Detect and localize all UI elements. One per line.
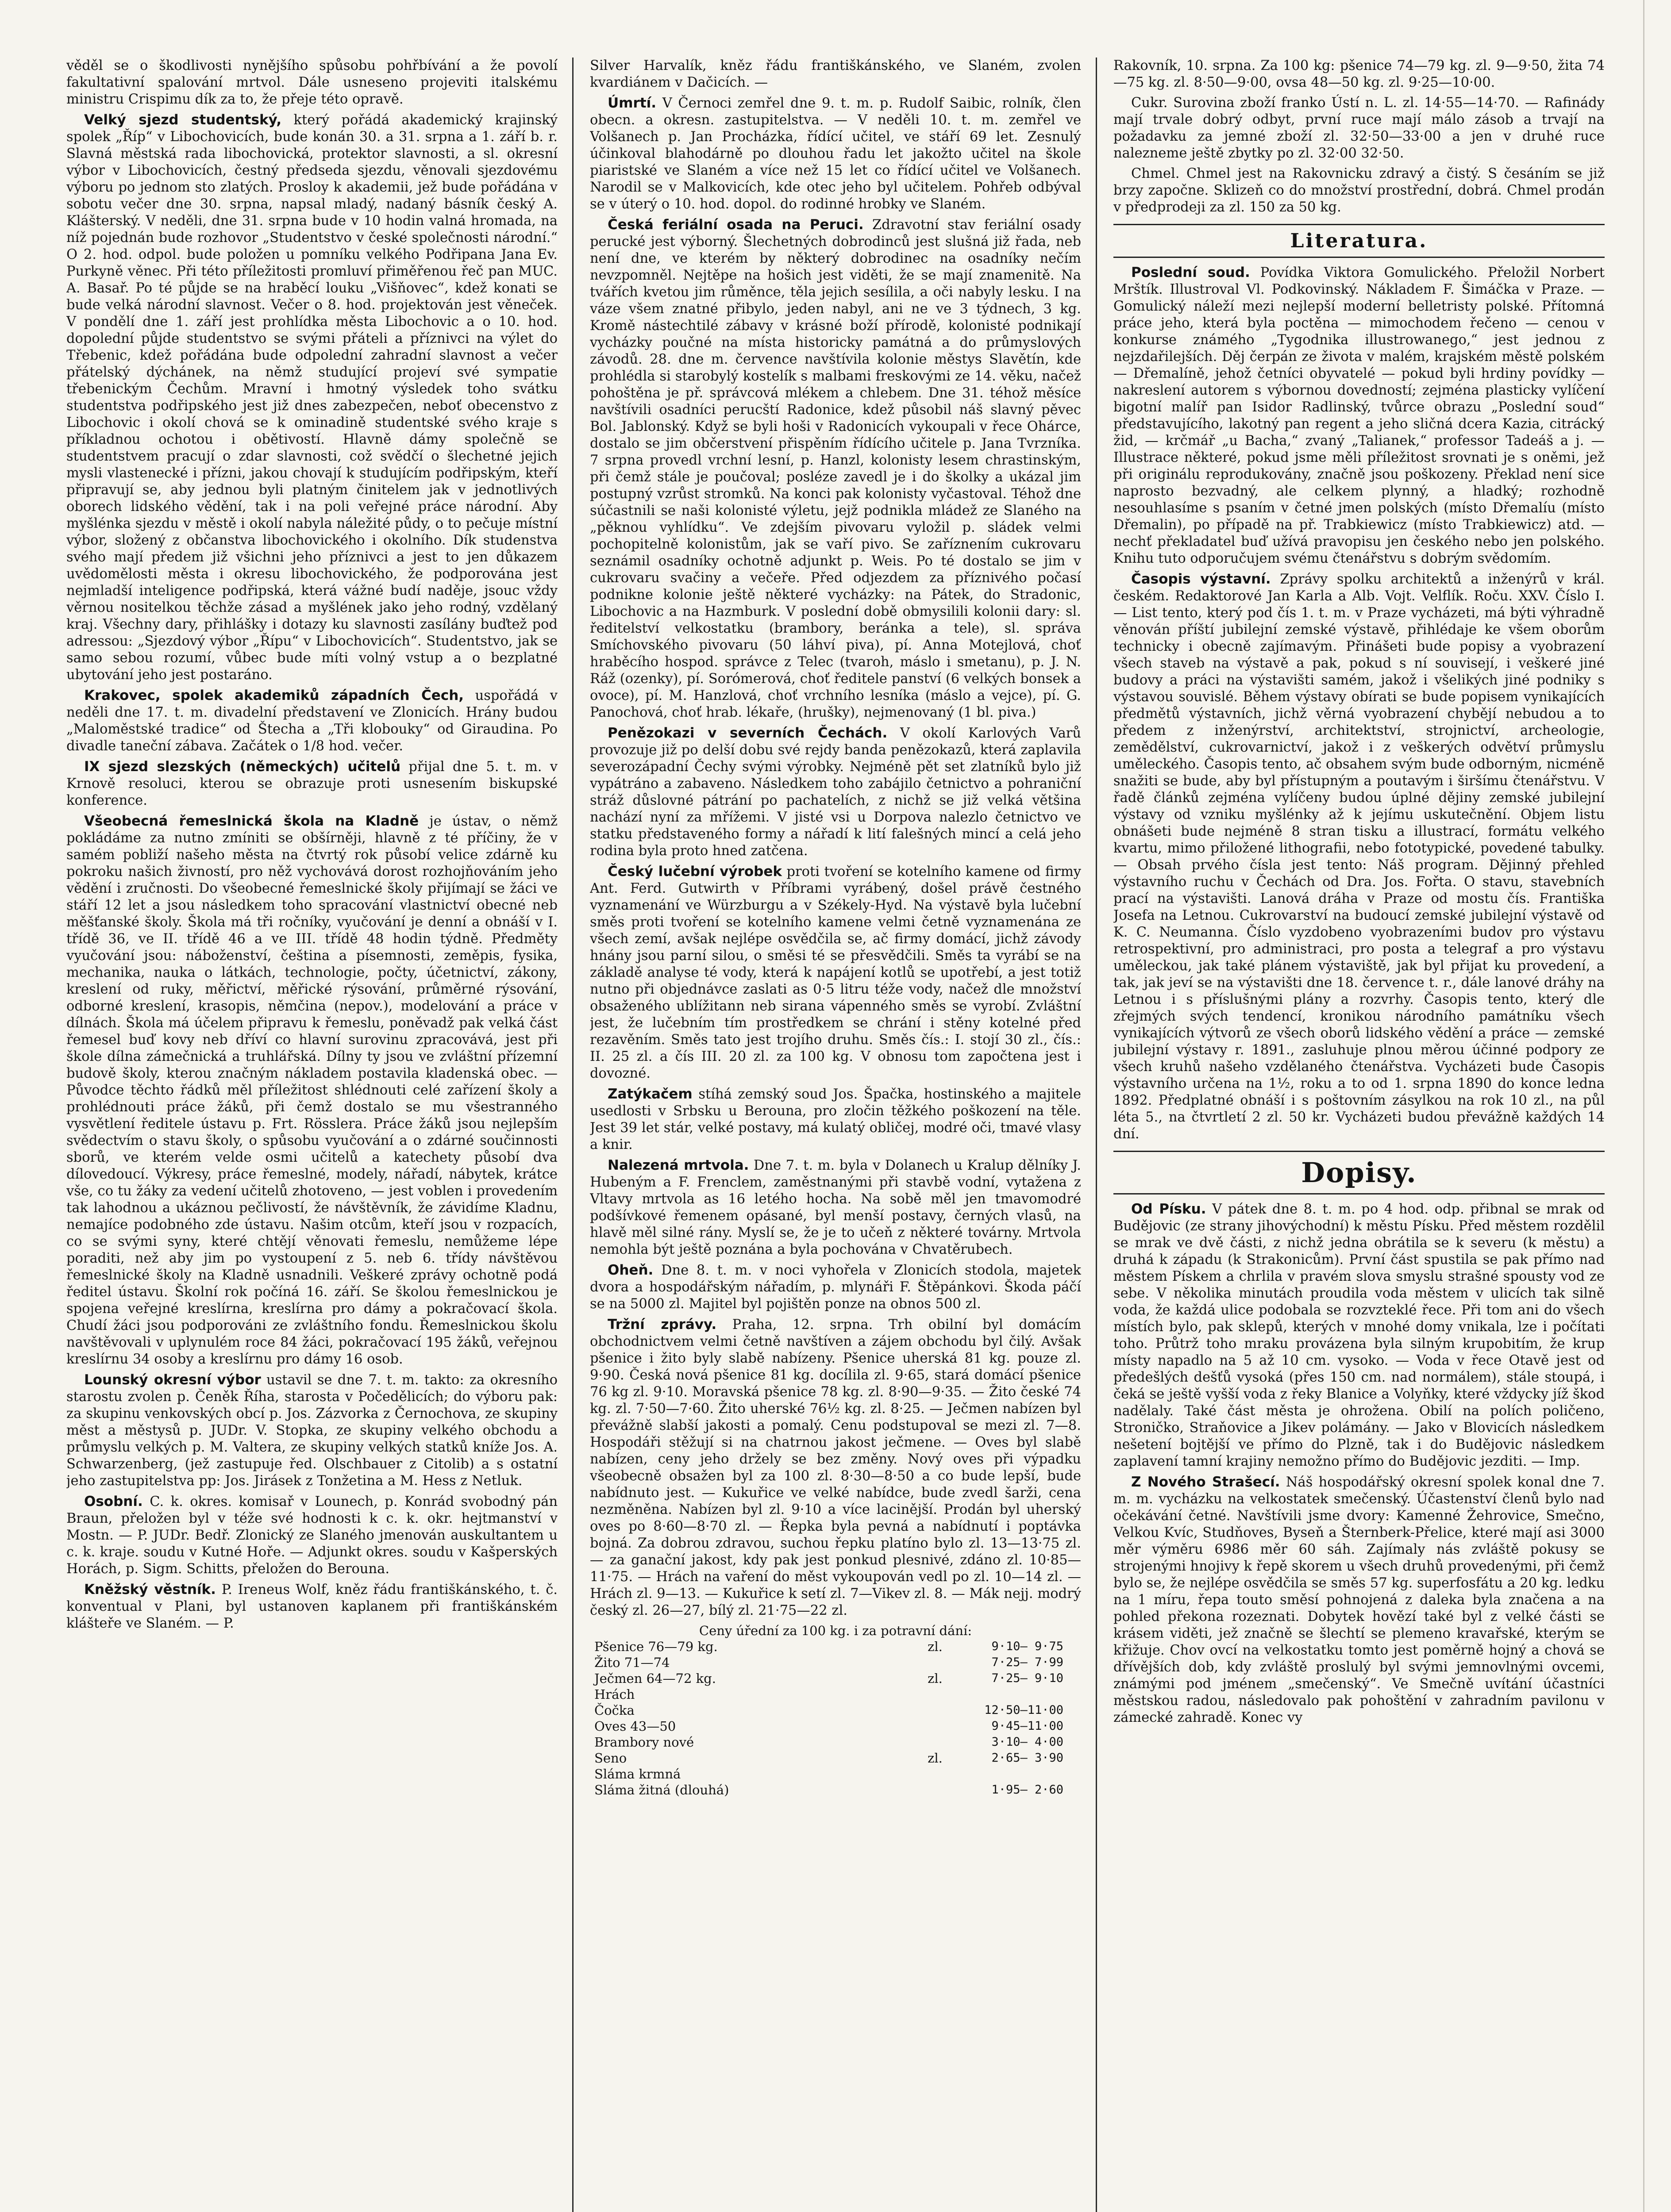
- price-unit: [922, 1782, 948, 1798]
- price-row: [590, 1766, 1081, 1782]
- column-rule: [572, 58, 574, 2212]
- article-text: V pátek dne 8. t. m. po 4 hod. odp. přibnal se mrak od Budějovic (ze strany jihovýchodní) k městu Písku. Před městem rozdělil se mrak ve dvě části, z nichž jedna obrátila se k severu (k městu) a druhá k západu (k Strakonicům). První část spustila se pak přímo nad městem Pískem a chrlila v pravém slova smyslu strašné spousty vod ze sebe. V několika minutách proudila voda městem v ulicích tak silně voda, že každá ulice podobala se rozvzteklé řece. Při tom ani do všech místích bylo, pak sklepů, kterých v mnohé domy vnikala, lze i počítati toho. Průtrž toho mraku provázena byla silným krupobitím, že krup místy napadlo na 5 až 10 cm. vysoko. — Voda v řece Otavě jest od předešlých dešťů vysoká (přes 150 cm. nad normálem), stále stoupá, i čeká se ještě vyšší voda z řeky Blanice a Volyňky, které vždycky jíž škod nadělaly. Také část města je ohrožena. Obilí na polích poličeno, Stroničko, Straňovice a Jikev polámány. — Jako v Blovicích následkem nešetení bojtější ve přímo do Plzně, tak i do Budějovic následkem zaplavení tamní krajiny nemožno přímo do Budějovic jezditi. — Imp.: [1113, 1202, 1605, 1469]
- price-value: 12·50—11·00: [984, 1703, 1063, 1717]
- article: [66, 687, 558, 755]
- article-text: Náš hospodářský okresní spolek konal dne 7. m. m. vycházku na velkostatek smečenský. Účastenství členů bylo nad očekávání četné. Navštívili jsme dvory: Kamenné Žehrovice, Smečno, Velkou Kvíc, Studňoves, Byseň a Šternberk-Přelice, které mají asi 3000 měr výměru 6986 měr 60 sáh. Zajímaly nás zvláště pokusy se strojenými hnojivy k řepě skorem u všech druhů provedenými, při čemž bylo se, že nejlépe osvědčila se směs 57 kg. superfosfátu a 20 kg. ledku na 1 míru, řepa touto směsí pohnojená z daleka byla značena a na pohled překona rozeznati. Dobytek hovězí také byl z velké části se krásem viděti, jež značně se šlechtí se plemeno kravařské, kterým se křižuje. Chov ovcí na velkostatku tomto jest poměrně hojný a chová se dřívějších dob, kdy zvláště proslulý byl svými jemnovlnými ovcemi, známými pod jménem „smečenský“. Ve Smečně uvítání účastníci městskou radou, následovalo pak pohoštění v zahradním pavilonu v zámecké zahradě. Konec vy: [1113, 1475, 1605, 1725]
- section-title-literatura: Literatura.: [1113, 224, 1605, 258]
- article-heading: Velký sjezd studentský,: [84, 112, 282, 128]
- price-commodity: Hrách: [594, 1687, 635, 1702]
- column-rule: [1096, 58, 1097, 2212]
- price-value: 9·45—11·00: [991, 1719, 1063, 1733]
- article: [590, 1157, 1081, 1258]
- price-row: [590, 1734, 1081, 1750]
- price-unit: zl.: [928, 1671, 943, 1686]
- article-text: proti tvoření se kotelního kamene od firmy Ant. Ferd. Gutwirth v Příbrami vyrábený, došel právě čestného vyznamenání ve Würzburgu a v Székely-Hyd. Na výstavě byla lučební směs proti tvoření se kotelního kamene velmi četně vyznamenána ze všech zemí, avšak nejlépe osvědčila se, ač firmy domácí, jichž závody hnány jsou parní silou, o směsi té se přesvědčili. Směs ta vyrábí se na základě analyse té vody, která k napájení kotlů se upotřebí, a jest totiž nutno při objednávce zaslati as 0·5 litru téže vody, načež dle množství obsaženého ublížitann neb sirana vápenného směs se vyrobí. Zvláštní jest, že lučebním tím prostředkem se chrání i stěny kotelné před rezavěním. Směs tato jest trojího druhu. Směs čís.: I. stojí 30 zl., čís.: II. 25 zl. a čís III. 20 zl. za 100 kg. V obnosu tom započtena jest i dovozné.: [590, 864, 1081, 1081]
- article-text: C. k. okres. komisař v Lounech, p. Konrád svobodný pán Braun, přeložen byl v téže své hodnosti k c. k. okr. hejtmanství v Mostn. — P. JUDr. Bedř. Zlonický ze Slaného jmenován auskultantem u c. k. kraje. soudu v Kutné Hoře. — Adjunkt okres. soudu v Kašperských Horách, p. Sigm. Schitts, přeložen do Berouna.: [66, 1494, 558, 1577]
- article: [1113, 264, 1605, 567]
- price-row: [590, 1702, 1081, 1718]
- article-text: přijal dne 5. t. m. v Krnově resoluci, kterou se obrazuje proti usnesením biskupské konference.: [66, 759, 558, 808]
- price-unit: zl.: [928, 1751, 943, 1766]
- article-heading: Z Nového Strašecí.: [1131, 1474, 1280, 1490]
- price-value: [948, 1686, 1063, 1702]
- price-unit: [922, 1686, 948, 1702]
- article-text: Chmel. Chmel jest na Rakovnicku zdravý a čistý. S česáním se již brzy započne. Sklizeň co do množství prostřední, dobrá. Chmel prodán v předprodeji za zl. 150 za 50 kg.: [1113, 166, 1605, 215]
- article-text: Rakovník, 10. srpna. Za 100 kg: pšenice 74—79 kg. zl. 9—9·50, žita 74—75 kg. zl. 8·50—9·00, ovsa 48—50 kg. zl. 9·25—10·00.: [1113, 58, 1605, 90]
- article: [590, 1262, 1081, 1313]
- article-text: Povídka Viktora Gomulického. Přeložil Norbert Mrštík. Illustroval Vl. Podkovinský. Nákladem F. Šimáčka v Praze. — Gomulický náleží mezi nejlepší moderní belletristy polské. Přítomná práce jeho, která byla poctěna — mimochodem řečeno — cenou v konkurse známého „Tygodnika illustrowanego,“ jest jednou z nejzdařilejších. Děj čerpán ze života v malém, krajském městě polském — Dřemalíně, jehož četníci obyvatelé — pokud byli hrdiny povídky — nakreslení autorem s výbornou dovedností; zejména plasticky vylíčení bigotní malíř pan Isidor Radlinský, tvůrce obrazu „Poslední soud“ představujícího, lakotný pan regent a jeho sličná dcera Kazia, citrácký žid, — krčmář „u Bacha,“ zvaný „Talianek,“ professor Tadeáš a j. — Illustrace některé, pokud jsme měli příležitost srovnati je s oněmi, jež při originálu reprodukovány, značně jsou poškozeny. Překlad není sice naprosto bezvadný, ale celkem plynný, a hladký; rozhodně nesouhlasíme s psaním v četné jmen polských (místo Dřemalíu (místo Dřemalin), po případě na př. Trabkiewicz (místo Trabkiewicz) atd. — nechť překladatel buď užívá pravopisu jen českého nebo jen polského. Knihu tuto odporučujem svému čtenářstvu s dobrým svědomím.: [1113, 265, 1605, 566]
- article: [66, 758, 558, 809]
- article-heading: Oheň.: [608, 1262, 654, 1278]
- article-text: Silver Harvalík, kněz řádu františkánského, ve Slaném, zvolen kvardiánem v Dačicích. —: [590, 58, 1081, 90]
- price-table-header: Ceny úřední za 100 kg. i za potravní dání:: [699, 1623, 972, 1638]
- price-commodity: Ječmen 64—72 kg.: [594, 1671, 716, 1686]
- article-heading: Od Písku.: [1131, 1201, 1206, 1217]
- column-2: [590, 58, 1081, 2212]
- article: [1113, 1201, 1605, 1470]
- price-table: [590, 1623, 1081, 1798]
- article-text: Zprávy spolku architektů a inženýrů v král. českém. Redaktorové Jan Karla a Alb. Vojt. Velflík. Roču. XXV. Číslo I. — List tento, který pod čís 1. t. m. v Praze vycházeti, má býti výhradně věnován příští jubilejní zemské výstavě, přihlédaje ke všem oborům technicky i obecně zajímavým. Přinášeti bude popisy a vyobrazení všech staveb na výstavě a pak, pokud s ní souvisejí, i veškeré jiné budovy a práci na výstavišti samém, jakož i všelikých jiné podniky s výstavou souvislé. Během výstavy obírati se bude popisem vynikajících předmětů výstavních, jichž věrná vyobrazení chybějí nebudou a to předem z inženýrství, architektství, strojnictví, archeologie, zemědělství, cukrovarnictví, jakož i z veškerých odvětví průmyslu uměleckého. Časopis tento, ač obsahem svým bude odborným, nicméně snažiti se bude, aby byl přístupným a poutavým i širšímu čtenářstvu. V řadě článků zejména vylíčeny budou úplné dějiny zemské jubilejní výstavy od vzniku myšlénky až k jejímu uskutečnění. Objem listu obnášeti bude nejméně 8 stran tisku a illustrací, formátu velkého kvartu, mimo přiložené lithografii, nebo fototypické, povedené tabulky. — Obsah prvého čísla jest tento: Náš program. Dějinný přehled výstavního ruchu v Čechách od Dra. Jos. Fořta. O stavu, stavebních prací na výstavišti. Lanová dráha v Praze od mostu čís. Františka Josefa na Letnou. Cukrovarství na budoucí zemské jubilejní výstavě od K. C. Neumanna. Číslo vyzdobeno vyobrazeními budov pro výstavu retrospektivní, pro administraci, pro posta a telegraf a pro výstavu uměleckou, jak také plánem výstaviště, jak byl přijat ku provedení, a tak, jak jeví se na výstavišti dne 18. července t. r., dále lanové dráhy na Letnou i s příslušnými plány a rozvrhy. Časopis tento, který dle zřejmých svých tendencí, kronikou národního památníku všech vynikajících výtvorů ze všech oborů lidského vědění a práce — zemské jubilejní výstavy r. 1891., zasluhuje plnou měrou účinné podpory ze všech kruhů našeho vzdělaného čtenářstva. Vycházeti bude Časopis výstavního určena na 1½, roku a to od 1. srpna 1890 do konce ledna 1892. Předplatné obnáší i s poštovním zásylkou na rok 10 zl., na půl léta 5., na čtvrtletí 2 zl. 50 kr. Vycházeti budou převážně každých 14 dní.: [1113, 572, 1605, 1142]
- price-unit: [922, 1766, 948, 1782]
- price-row: [590, 1782, 1081, 1798]
- article-text: Zdravotní stav feriální osady perucké jest výborný. Šlechetných dobrodinců jest slušná již řada, neb není dne, ve kterém by některý dobrodinec na osadníky nečím nevzpomněl. Nejtěpe na hošich jest viděti, že se mají znamenitě. Na tvářích kvetou jim růměnce, těla jejich sesílila, a oči nabyly lesku. I na váze všem znatné přibylo, jeden nabyl, ani ne ve 3 týdnech, 3 kg. Kromě nástechtilé zábavy v krásné boží přírodě, kolonisté podnikají vycházky poučné na místa historicky památná a do průmyslových závodů. 28. dne m. července navštívila kolonie městys Slavětín, kde prohlédla si starobylý kostelík s malbami freskovými ze 14. věku, načež pohoštěna je př. správcová mlékem a chlebem. Dne 31. téhož měsíce navštívili osadníci perucští Radonice, kdež působil náš slavný pěvec Bol. Jablonský. Když se byli hoši v Radonicích vykoupali v řece Ohárce, dostalo se jim občerstvení přispěním řídícího učitele p. Jana Tvrzníka. 7 srpna provedl vrchní lesní, p. Hanzl, kolonisty lesem chrastinským, při čemž stále je poučoval; posléze zavedl je i do školky a ukázal jim postupný vzrůst stromků. Na konci pak kolonisty vyčastoval. Téhož dne súčastnili se naši kolonisté výletu, jejž podnikla mládež ze Slaného na „pěknou vyhlídku“. Ve zdejším pivovaru vyložil p. sládek velmi pochopitelně kolonistům, jak se vaří pivo. Se zaříznením cukrovaru seznámil osadníky ochotně adjunkt p. Weis. Po té dostalo se jim v cukrovaru svačiny a večeře. Před odjezdem za příznivého počasí podnikne kolonie ještě některé vycházky: na Pátek, do Stradonic, Libochovic a na Hazmburk. V poslední době obmysilili kolonii dary: sl. ředitelství velkostatku (brambory, beránka a tele), sl. správa Smíchovského pivovaru (50 láhví piva), pí. Anna Motejlová, choť hraběcího hospod. správce z Telec (tvaroh, máslo i smetanu), p. J. N. Ráž (ozenky), pí. Sorómerová, choť ředitele panství (6 velkých bonsek a ovoce), pí. M. Hanzlová, choť vrchního lesníka (máslo a vejce), pí. G. Panochová, choť hrab. lékaře, (hrušky), nejmenovaný (1 bl. piva.): [590, 217, 1081, 720]
- price-row: [590, 1671, 1081, 1686]
- price-unit: [922, 1702, 948, 1718]
- article-heading: Česká feriální osada na Peruci.: [608, 217, 864, 233]
- article-text: V okolí Karlových Varů provozuje již po delší dobu své rejdy banda penězokazů, která zaplavila severozápadní Čechy svými výrobky. Nejméně pět set zlatníků bylo již vypátráno a zabaveno. Následkem toho zabájilo četnictvo a pohraniční stráž důslovné pátrání po pachatelích, z nichž se již velká většina nachází nyní za mřížemi. V jisté vsi u Dorpova nalezlo četnictvo ve statku představeného formy a nářadí k lití falešných mincí a celá jeho rodina byla proto hned zatčena.: [590, 726, 1081, 859]
- section-title-dopisy: Dopisy.: [1113, 1151, 1605, 1194]
- price-value: 9·10— 9·75: [991, 1640, 1063, 1653]
- price-unit: [922, 1718, 948, 1734]
- price-row: [590, 1718, 1081, 1734]
- article: [590, 725, 1081, 860]
- article-text: Praha, 12. srpna. Trh obilní byl domácím obchodnictvem velmi četně navštíven a zájem obchodu byl čilý. Avšak pšenice i žito byly slabě nabízeny. Pšenice uherská 81 kg. pouze zl. 9·90. Česká nová pšenice 81 kg. docílila zl. 9·65, stará domácí pšenice 76 kg zl. 9·10. Moravská pšenice 78 kg. zl. 8·90—9·35. — Žito české 74 kg. zl. 7·50—7·60. Žito uherské 76½ kg. zl. 8·25. — Ječmen nabízen byl převážně slabší jakosti a pomalý. Cenu podstupoval se mezi zl. 7—8. Hospodáři stěžují si na chatrnou jakost ječmene. — Oves byl slabě nabízen, ceny jeho držely se bez změny. Nový oves při výpadku všeobecně obsažen byl za 100 zl. 8·30—8·50 a co bude lepší, bude nabídnuto jest. — Kukuřice ve velké nabídce, bude zvedl šarži, cena nezměněna. Nabízen byl zl. 9·10 a více lacinější. Prodán byl uherský oves po 8·60—8·70 zl. — Řepka byla pevná a nabídnutí i poptávka bojná. Za dobrou zdravou, suchou řepku platíno bylo zl. 13—13·75 zl. — za ganační jakost, kdy pak jest ponkud plesnivé, zdáno zl. 10·85—11·75. — Hrách na vaření do měst vykoupován vedl po zl. 10—14 zl. — Hrách zl. 9—13. — Kukuřice k setí zl. 7—Vikev zl. 8. — Mák nejj. modrý český zl. 26—27, bílý zl. 21·75—22 zl.: [590, 1317, 1081, 1618]
- article: [590, 1086, 1081, 1153]
- article: [590, 95, 1081, 213]
- price-commodity: Sláma žitná (dlouhá): [594, 1782, 729, 1797]
- price-value: 3·10— 4·00: [991, 1735, 1063, 1749]
- article-text: věděl se o škodlivosti nynějšího spůsobu pohřbívání a že povolí fakultativní spalování mrtvol. Dále usneseno projeviti italskému ministru Crispimu dík za to, že přeje této opravě.: [66, 58, 558, 107]
- article-heading: Tržní zprávy.: [608, 1317, 717, 1333]
- article-text: je ústav, o němž pokládáme za nutno zmíniti se obšírněji, hlavně z té příčiny, že v samém pobliží našeho města na čtvrtý rok působí velice zdárně ku pokroku našich živností, pro něž vychovává dorost rozhojňováním jeho vědění i zručnosti. Do všeobecné řemeslnické školy přijímají se žáci ve stáří 12 let a jsou následkem toho spracování vlastnictví obecné neb měšťanské školy. Škola má tři ročníky, vyučování je denní a obnáší v I. třídě 36, ve II. třídě 46 a ve III. třídě 48 hodin týdně. Předměty vyučování jsou: náboženství, čeština a písemnosti, zeměpis, fysika, mechanika, nauka o látkách, technologie, počty, účetnictví, zákony, kreslení od ruky, měřictví, měřické rýsování, průměrné rýsování, odborné kreslení, krasopis, němčina (nepov.), modelování a práce v dílnách. Škola má účelem připravu k řemeslu, poněvadž pak velká část řemesel buď kovy neb dříví co hlavní surovinu zpracovává, jest při škole dílna zámečnická a truhlářská. Dílny ty jsou ve zvláštní přízemní budově školy, kterou značným nákladem postavila kladenská obec. — Původce těchto řádků měl příležitost shlédnouti celé zařízení školy a prohlédnouti práce žáků, při čemž dostalo se mu všestranného vysvětlení ředitele ústavu p. Frt. Rösslera. Práce žáků jsou nejlepším svědectvím o stavu školy, o spůsobu vyučování a o zdárné součinnosti sborů, ve kterém velde osmi učitelů a katechety působí dva dílovedoucí. Výkresy, práce řemeslné, modely, nářadí, nábytek, krátce vše, co tu žáky za vedení učitelů zhotoveno, — jest voblen i provedením tak lahodnou a ukáznou pečlivostí, že návštěvník, že závidíme Kladnu, nemajíce podobného zde ústavu. Našim otcům, kteří jsou v rozpacích, co se svými syny, které chtějí věnovati řemeslu, nemůžeme lépe poraditi, než aby jim po vystoupení z 5. neb 6. třídy návštěvou řemeslnické školy na Kladně usnadnili. Veškeré zprávy ochotně podá ředitel ústavu. Školní rok počíná 16. září. Se školou řemeslnickou je spojena veřejné kreslírna, kreslírna pro dámy a pokračovací škola. Chudí žáci jsou podporováni ze zvláštního fondu. Řemeslnickou školu navštěvovali v uplynulém roce 84 žáci, pokračovací 195 žáků, veřejnou kreslírnu 34 osoby a kreslírnu pro dámy 16 osob.: [66, 814, 558, 1367]
- article: [66, 1371, 558, 1490]
- column-1: [66, 58, 558, 2212]
- article-heading: Krakovec, spolek akademiků západních Čech,: [84, 687, 464, 703]
- price-value: 1·95— 2·60: [991, 1783, 1063, 1797]
- price-value: 2·65— 3·90: [991, 1751, 1063, 1765]
- price-commodity: Sláma krmná: [594, 1767, 681, 1782]
- article-text: uspořádá v neděli dne 17. t. m. divadelní představení ve Zlonicích. Hrány budou „Maloměstské tradice“ od Štecha a „Tři klobouky“ od Giraudina. Po divadle taneční zábava. Začátek o 1/8 hod. večer.: [66, 688, 558, 754]
- article-heading: Osobní.: [84, 1494, 143, 1509]
- article: [66, 813, 558, 1368]
- price-value: 7·25— 7·99: [991, 1655, 1063, 1669]
- price-unit: [922, 1734, 948, 1750]
- price-unit: zl.: [928, 1639, 943, 1654]
- newspaper-page: [66, 58, 1605, 2212]
- article: [590, 863, 1081, 1082]
- price-rows: [590, 1639, 1081, 1798]
- article-heading: Zatýkačem: [608, 1086, 693, 1102]
- price-value: 7·25— 9·10: [991, 1671, 1063, 1685]
- article-heading: IX sjezd slezských (německých) učitelů: [84, 759, 401, 775]
- price-commodity: Brambory nové: [594, 1735, 694, 1750]
- article: [590, 1316, 1081, 1619]
- article-heading: Kněžský věstník.: [84, 1582, 216, 1598]
- article: [1113, 1474, 1605, 1726]
- article-text: Dne 8. t. m. v noci vyhořela v Zlonicích stodola, majetek dvora a hospodářským nářadím, p. mlynáři F. Štěpánkovi. Škoda páčí se na 5000 zl. Majitel byl pojištěn ponze na obnos 500 zl.: [590, 1263, 1081, 1312]
- page-edge: [1643, 0, 1644, 2212]
- price-commodity: Pšenice 76—79 kg.: [594, 1639, 718, 1654]
- article-heading: Český lučební výrobek: [608, 864, 782, 879]
- article-text: který pořádá akademický krajinský spolek „Říp“ v Libochovicích, bude konán 30. a 31. srpna a 1. září b. r. Slavná městská rada libochovická, protektor slavnosti, a sl. okresní výbor v Libochovicích, čestný předseda sjezdu, věnovali sjezdovému výboru po jednom sto zlatých. Prosloy k akademii, jež bude pořádána v sobotu večer dne 30. srpna, napsal mladý, nadaný básník český A. Klášterský. V neděli, dne 31. srpna bude v 10 hodin valná hromada, na níž pojednán bude rozhovor „Studentstvo v české společnosti národní.“ O 2. hod. odpol. bude položen u pomníku velkého Podřipana Jana Ev. Purkyně věnec. Při této příležitosti promluví přiměřenou řeč pan MUC. A. Basař. Po té půjde se na hraběcí louku „Višňovec“, kdež konati se bude velká národní slavnost. Večer o 8. hod. projektován jest věneček. V pondělí dne 1. září jest prohlídka města Libochovic a o 10. hod. dopolední půjde studentstvo se svými přáteli a příznivci na výlet do Třebenic, kdež pořádána bude odpolední zahradní slavnost a večer přátelský dýchánek, na němž studující projeví své sympatie třebenickým Čechům. Mravní i hmotný výsledek toho svátku studentstva podřipského jest již dnes zabezpečen, neboť obecenstvo z Libochovic i okolí chová se k ominadině studentské svého kraje s příkladnou ochotou i obětivostí. Hlavně dámy společně se studentstvem pracují o zdar slavnosti, což svědčí o šlechetné jejich mysli vlastenecké i přízni, jakou chovají k studujícím podřipským, kteří připravují se, aby jednou byli platným činitelem jak v jednotlivých oborech lidského vědění, tak i na poli veřejné práce národní. Aby myšlénka sjezdu v městě i okolí nabyla náležité půdy, o to pečuje místní výbor, složený z občanstva libochovického i okolního. Dík studenstva svého mají předem již všichni jeho příznivci a jest to jen důkazem uvědomělosti města i okresu libochovického, že podporována jest nejmladší inteligence podřipská, která vážné budí naděje, jsouc vždy věrnou nositelkou těchže zásad a myšlének jako jeho rodný, vzdělaný kraj. Všechny dary, přihlášky i dotazy ku slavnosti zasílány buďtež pod adressou: „Sjezdový výbor „Řípu“ v Libochovicích“. Studentstvo, jak se samo sebou rozumí, vůbec bude míti volný vstup a o bezplatné ubytování jeho jest postaráno.: [66, 112, 558, 683]
- price-unit: [922, 1655, 948, 1671]
- article-heading: Časopis výstavní.: [1131, 571, 1271, 587]
- price-commodity: Oves 43—50: [594, 1719, 676, 1734]
- price-commodity: Seno: [594, 1751, 627, 1766]
- article: [66, 1493, 558, 1578]
- price-row: [590, 1750, 1081, 1766]
- article-text: Dne 7. t. m. byla v Dolanech u Kralup dělníky J. Hubeným a F. Frenclem, zaměstnanými při stavbě vodní, vytažena z Vltavy mrtvola as 16 letého hocha. Na sobě měl jen tmavomodré podšívkové řemenem opásané, byl menší postavy, černých vlasů, na hlavě měl silné rány. Myslí se, že je to učeň z některé továrny. Mrtvola nemohla být ještě poznána a byla pochována v Chvatěrubech.: [590, 1158, 1081, 1257]
- article-text: stíhá zemský soud Jos. Špačka, hostinského a majitele usedlosti v Srbsku u Berouna, pro zločin těžkého poškození na těle. Jest 39 let stár, velké postavy, má kulatý obličej, modré oči, tmavé vlasy a knir.: [590, 1087, 1081, 1152]
- article-heading: Všeobecná řemeslnická škola na Kladně: [84, 813, 419, 829]
- article-heading: Poslední soud.: [1131, 265, 1250, 280]
- article-heading: Nalezená mrtvola.: [608, 1157, 749, 1173]
- article-heading: Lounský okresní výbor: [84, 1372, 261, 1388]
- article-text: V Černoci zemřel dne 9. t. m. p. Rudolf Saibic, rolník, člen obecn. a okresn. zastupitelstva. — V neděli 10. t. m. zemřel ve Volšanech p. Jan Procházka, řídící učitel, ve stáří 69 let. Zesnulý účinkoval blahodárně po dlouhou řadu let jakožto učitel na škole piaristské ve Slaném a více než 15 let co řídící učitel ve Volšanech. Narodil se v Malkovicích, kde otec jeho byl učitelem. Pohřeb odbýval se v úterý o 10. hod. dopol. do rodinné hrobky ve Slaném.: [590, 96, 1081, 212]
- price-row: [590, 1686, 1081, 1702]
- article-heading: Penězokazi v severních Čechách.: [608, 725, 888, 741]
- article-text: Cukr. Surovina zboží franko Ústí n. L. zl. 14·55—14·70. — Rafinády mají trvale dobrý odbyt, první ruce mají málo zásob a trvají na požadavku za jemné zboží zl. 32·50—33·00 a jen v druhé ruce nalezneme ještě zbytky po zl. 32·00 32·50.: [1113, 95, 1605, 161]
- article: [1113, 571, 1605, 1143]
- price-row: [590, 1655, 1081, 1671]
- price-commodity: Žito 71—74: [594, 1655, 670, 1670]
- article-heading: Úmrtí.: [608, 95, 656, 111]
- article-text: P. Ireneus Wolf, kněz řádu františkánského, t. č. konventual v Plani, byl ustanoven kaplanem při františkánském klášteře ve Slaném. — P.: [66, 1582, 558, 1631]
- column-3: [1113, 58, 1605, 2212]
- article: [590, 216, 1081, 721]
- article: [66, 1581, 558, 1632]
- article: [66, 111, 558, 684]
- price-value: [948, 1766, 1063, 1782]
- price-commodity: Čočka: [594, 1703, 635, 1718]
- price-row: [590, 1639, 1081, 1655]
- article-text: ustavil se dne 7. t. m. takto: za okresního starostu zvolen p. Čeněk Říha, starosta v Počedělicích; do výboru pak: za skupinu venkovských obcí p. Jos. Zázvorka z Černochova, ze skupiny měst a městysů p. JUDr. V. Stopka, ze skupiny velkého obchodu a průmyslu velkých p. M. Valtera, ze skupiny velkých statků kníže Jos. A. Schwarzenberg, (jež zastupuje řed. Olschbauer z Citolib) a s ostatní jeho zastupitelstva pp: Jos. Jirásek z Tonžetina a M. Hess z Netluk.: [66, 1372, 558, 1489]
